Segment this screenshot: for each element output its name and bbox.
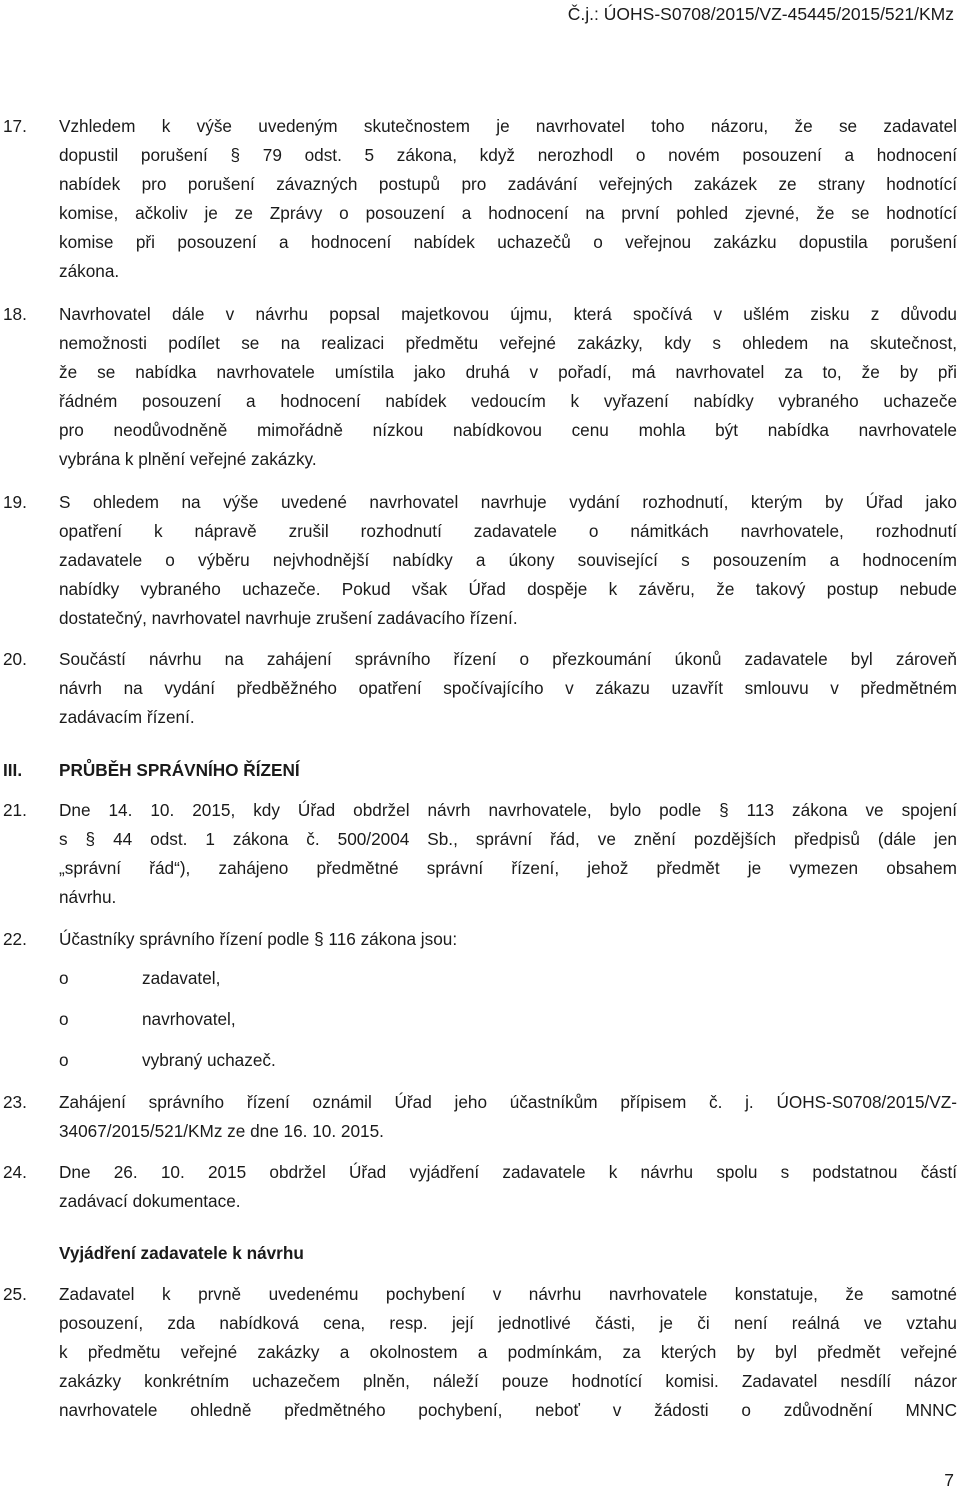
document-reference: Č.j.: ÚOHS-S0708/2015/VZ-45445/2015/521/KMz bbox=[567, 4, 954, 24]
text-line: Součástí návrhu na zahájení správního řízení o přezkoumání úkonů zadavatele byl zároveň bbox=[59, 649, 957, 669]
text-line: 34067/2015/521/KMz ze dne 16. 10. 2015. bbox=[59, 1121, 384, 1141]
text-line: nemožnosti podílet se na realizaci předmětu veřejné zakázky, kdy s ohledem na skutečnost, bbox=[59, 333, 957, 353]
text-line: navrhovatele ohledně předmětného pochybení, neboť v žádosti o zdůvodnění MNNC bbox=[59, 1400, 957, 1420]
list-item: o zadavatel, bbox=[0, 964, 960, 993]
paragraph-number: 20. bbox=[3, 649, 27, 669]
paragraph-number: 24. bbox=[3, 1162, 27, 1182]
text-line: zákona. bbox=[59, 261, 120, 281]
text-line: řádném posouzení a hodnocení nabídek vedoucím k vyřazení nabídky vybraného uchazeče bbox=[59, 391, 957, 411]
text-line: posouzení, zda nabídková cena, resp. její jednotlivé části, je či není reálná ve vztahu bbox=[59, 1313, 957, 1333]
text-line: s § 44 odst. 1 zákona č. 500/2004 Sb., správní řád, ve znění pozdějších předpisů (dále jen bbox=[59, 829, 957, 849]
text-line: nabídek pro porušení závazných postupů pro zadávání veřejných zakázek ze strany hodnotící bbox=[59, 174, 957, 194]
section-number: III. bbox=[3, 760, 23, 780]
page-number: 7 bbox=[944, 1470, 954, 1490]
text-line: dopustil porušení § 79 odst. 5 zákona, když nerozhodl o novém posouzení a hodnocení bbox=[59, 145, 957, 165]
text-line: dostatečný, navrhovatel navrhuje zrušení zadávacího řízení. bbox=[59, 608, 518, 628]
text-line: komise, ačkoliv je ze Zprávy o posouzení a hodnocení na první pohled zjevné, že se hodnotící bbox=[59, 203, 957, 223]
paragraph-number: 17. bbox=[3, 116, 27, 136]
text-line: pro neodůvodněně mimořádně nízkou nabídkovou cenu mohla být nabídka navrhovatele bbox=[59, 420, 957, 440]
text-line: k předmětu veřejné zakázky a okolnostem a podmínkám, za kterých by byl předmět veřejné bbox=[59, 1342, 957, 1362]
text-line: zadávací dokumentace. bbox=[59, 1191, 241, 1211]
text-line: návrh na vydání předběžného opatření spočívajícího v zákazu uzavřít smlouvu v předmětném bbox=[59, 678, 957, 698]
list-item: o navrhovatel, bbox=[0, 1005, 960, 1034]
paragraph-number: 21. bbox=[3, 800, 27, 820]
text-line: vybrána k plnění veřejné zakázky. bbox=[59, 449, 317, 469]
text-line: Zadavatel k prvně uvedenému pochybení v návrhu navrhovatele konstatuje, že samotné bbox=[59, 1284, 957, 1304]
text-line: „správní řád“), zahájeno předmětné správní řízení, jehož předmět je vymezen obsahem bbox=[59, 858, 957, 878]
section-title: PRŮBĚH SPRÁVNÍHO ŘÍZENÍ bbox=[59, 760, 300, 780]
text-line: Dne 26. 10. 2015 obdržel Úřad vyjádření zadavatele k návrhu spolu s podstatnou částí bbox=[59, 1162, 957, 1182]
text-line: Navrhovatel dále v návrhu popsal majetkovou újmu, která spočívá v ušlém zisku z důvodu bbox=[59, 304, 957, 324]
paragraph-number: 19. bbox=[3, 492, 27, 512]
bullet-marker: o bbox=[59, 968, 69, 988]
text-line: zakázky konkrétním uchazečem plněn, náleží pouze hodnotící komisi. Zadavatel nesdílí názor bbox=[59, 1371, 957, 1391]
paragraph-number: 25. bbox=[3, 1284, 27, 1304]
text-line: že se nabídka navrhovatele umístila jako druhá v pořadí, má navrhovatel za to, že by při bbox=[59, 362, 957, 382]
bullet-marker: o bbox=[59, 1050, 69, 1070]
text-line: S ohledem na výše uvedené navrhovatel navrhuje vydání rozhodnutí, kterým by Úřad jako bbox=[59, 492, 957, 512]
text-line: návrhu. bbox=[59, 887, 117, 907]
list-item: o vybraný uchazeč. bbox=[0, 1046, 960, 1075]
paragraph-number: 22. bbox=[3, 929, 27, 949]
text-line: Dne 14. 10. 2015, kdy Úřad obdržel návrh navrhovatele, bylo podle § 113 zákona ve spojení bbox=[59, 800, 957, 820]
text-line: opatření k nápravě zrušil rozhodnutí zadavatele o námitkách navrhovatele, rozhodnutí bbox=[59, 521, 957, 541]
text-line: Vzhledem k výše uvedeným skutečnostem je navrhovatel toho názoru, že se zadavatel bbox=[59, 116, 957, 136]
bullet-marker: o bbox=[59, 1009, 69, 1029]
text-line: nabídky vybraného uchazeče. Pokud však Úřad dospěje k závěru, že takový postup nebude bbox=[59, 579, 957, 599]
text-line: Účastníky správního řízení podle § 116 zákona jsou: bbox=[59, 929, 458, 949]
text-line: Zahájení správního řízení oznámil Úřad jeho účastníkům přípisem č. j. ÚOHS-S0708/2015/VZ- bbox=[59, 1092, 957, 1112]
paragraph-number: 18. bbox=[3, 304, 27, 324]
subheading-text: Vyjádření zadavatele k návrhu bbox=[59, 1243, 304, 1263]
text-line: zadávacím řízení. bbox=[59, 707, 195, 727]
text-line: komise při posouzení a hodnocení nabídek uchazečů o veřejnou zakázku dopustila porušení bbox=[59, 232, 957, 252]
participant-list bbox=[0, 964, 960, 1075]
text-line: zadavatele o výběru nejvhodnější nabídky a úkony související s posouzením a hodnocením bbox=[59, 550, 957, 570]
paragraph-number: 23. bbox=[3, 1092, 27, 1112]
